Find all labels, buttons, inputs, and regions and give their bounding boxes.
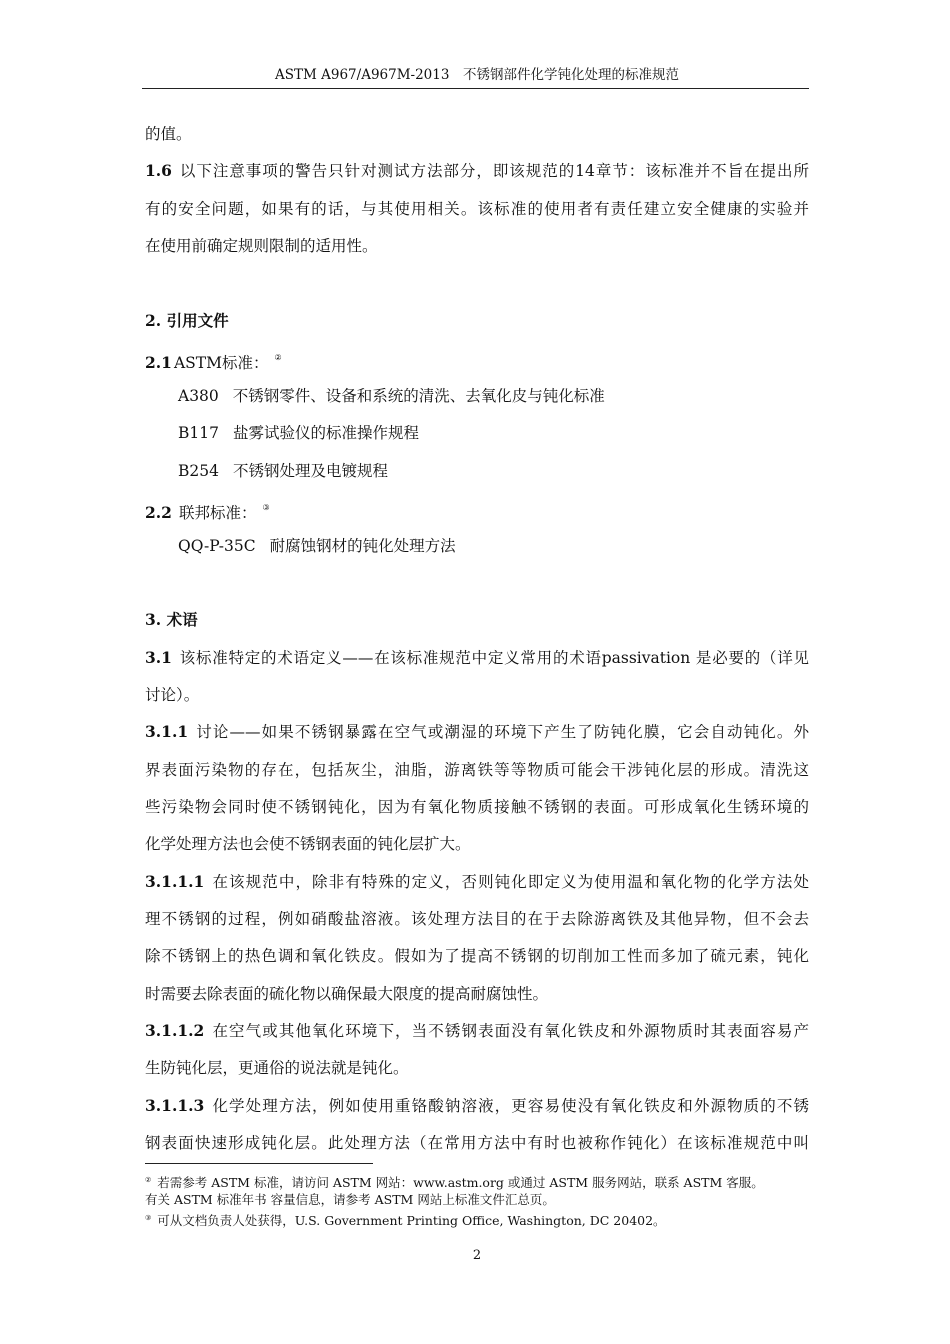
ref-title: 不锈钢处理及电镀规程 (232, 462, 388, 480)
clause-3-1-1-line-1 (145, 722, 809, 742)
clause-text: 化学处理方法，例如使用重铬酸钠溶液，更容易使没有氧化铁皮和外源物质的不锈 (211, 1097, 809, 1115)
clause-number: 3.1.1.1 (145, 872, 205, 891)
footnote-text: 可从文档负责人处获得，U.S. Government Printing Office, Washington, DC 20402。 (157, 1213, 666, 1228)
clause-2-2 (145, 498, 809, 523)
clause-3-1-1-1-line-1 (145, 872, 809, 892)
clause-number: 3.1.1 (145, 722, 189, 741)
page-number: 2 (472, 1248, 482, 1263)
footnote-2-line-1 (145, 1172, 809, 1191)
clause-number: 3.1.1.2 (145, 1021, 205, 1040)
section-2-heading: 2. 引用文件 (145, 311, 229, 330)
footnote-2-line-2: 有关 ASTM 标准年书 容量信息，请参考 ASTM 网站上标准文件汇总页。 (145, 1192, 555, 1207)
clause-3-1-line-2: 讨论）。 (145, 686, 200, 704)
footnote-mark: ② (145, 1176, 152, 1184)
clause-1-6-line-3: 在使用前确定规则限制的适用性。 (145, 237, 378, 255)
clause-text: 讨论——如果不锈钢暴露在空气或潮湿的环境下产生了防钝化膜，它会自动钝化。外 (195, 723, 809, 741)
ref-code: B254 (178, 462, 219, 480)
section-3-heading: 3. 术语 (145, 610, 198, 629)
footnote-3 (145, 1210, 809, 1229)
clause-3-1-1-2-line-1 (145, 1021, 809, 1041)
clause-number: 3.1 (145, 648, 172, 667)
footnote-ref-2: ② (274, 353, 282, 362)
footnote-text: 若需参考 ASTM 标准，请访问 ASTM 网站：www.astm.org 或通过 ASTM 服务网站，联系 ASTM 客服。 (157, 1175, 764, 1190)
clause-3-1-1-1-line-3: 除不锈钢上的热色调和氧化铁皮。假如为了提高不锈钢的切削加工性而多加了硫元素，钝化 (145, 947, 809, 965)
footnote-rule (145, 1163, 373, 1164)
paragraph-continuation: 的值。 (145, 125, 192, 143)
ref-title: 不锈钢零件、设备和系统的清洗、去氧化皮与钝化标准 (232, 387, 605, 405)
clause-3-1-1-3-line-2: 钢表面快速形成钝化层。此处理方法（在常用方法中有时也被称作钝化）在该标准规范中叫 (145, 1134, 809, 1152)
clause-number: 2.2 (145, 503, 172, 522)
clause-number: 2.1 (145, 353, 172, 372)
footnote-ref-3: ③ (262, 503, 270, 512)
footnote-mark: ③ (145, 1214, 152, 1222)
ref-item-b117 (178, 423, 778, 443)
clause-text: 在空气或其他氧化环境下，当不锈钢表面没有氧化铁皮和外源物质时其表面容易产 (211, 1022, 809, 1040)
ref-item-b254 (178, 461, 778, 481)
ref-code: A380 (178, 387, 219, 405)
clause-text: ASTM标准： (173, 354, 269, 372)
clause-3-1-1-2-line-2: 生防钝化层，更通俗的说法就是钝化。 (145, 1059, 409, 1077)
clause-text: 以下注意事项的警告只针对测试方法部分，即该规范的14章节：该标准并不旨在提出所 (178, 162, 809, 180)
running-header: ASTM A967/A967M-2013 不锈钢部件化学钝化处理的标准规范 (275, 67, 679, 83)
ref-item-a380 (178, 386, 778, 406)
clause-1-6-line-1 (145, 161, 809, 181)
clause-3-1-1-1-line-4: 时需要去除表面的硫化物以确保最大限度的提高耐腐蚀性。 (145, 985, 549, 1003)
clause-number: 3.1.1.3 (145, 1096, 205, 1115)
clause-3-1-line-1 (145, 648, 809, 668)
clause-number: 1.6 (145, 161, 172, 180)
clause-3-1-1-line-4: 化学处理方法也会使不锈钢表面的钝化层扩大。 (145, 835, 471, 853)
clause-1-6-line-2: 有的安全问题，如果有的话，与其使用相关。该标准的使用者有责任建立安全健康的实验并 (145, 200, 809, 218)
clause-text: 在该规范中，除非有特殊的定义，否则钝化即定义为使用温和氧化物的化学方法处 (211, 873, 809, 891)
header-rule (142, 88, 809, 89)
clause-text: 联邦标准： (178, 504, 257, 522)
clause-2-1 (145, 348, 809, 373)
clause-3-1-1-3-line-1 (145, 1096, 809, 1116)
clause-3-1-1-line-2: 界表面污染物的存在，包括灰尘，油脂，游离铁等等物质可能会干涉钝化层的形成。清洗这 (145, 761, 809, 779)
ref-code: B117 (178, 424, 219, 442)
ref-code: QQ-P-35C (178, 537, 256, 555)
clause-3-1-1-line-3: 些污染物会同时使不锈钢钝化，因为有氧化物质接触不锈钢的表面。可形成氧化生锈环境的 (145, 798, 809, 816)
ref-item-qq-p-35c (178, 536, 778, 556)
ref-title: 盐雾试验仪的标准操作规程 (232, 424, 419, 442)
ref-title: 耐腐蚀钢材的钝化处理方法 (269, 537, 456, 555)
clause-3-1-1-1-line-2: 理不锈钢的过程，例如硝酸盐溶液。该处理方法目的在于去除游离铁及其他异物，但不会去 (145, 910, 809, 928)
clause-text: 该标准特定的术语定义——在该标准规范中定义常用的术语passivation 是必要的（详见 (178, 649, 809, 667)
